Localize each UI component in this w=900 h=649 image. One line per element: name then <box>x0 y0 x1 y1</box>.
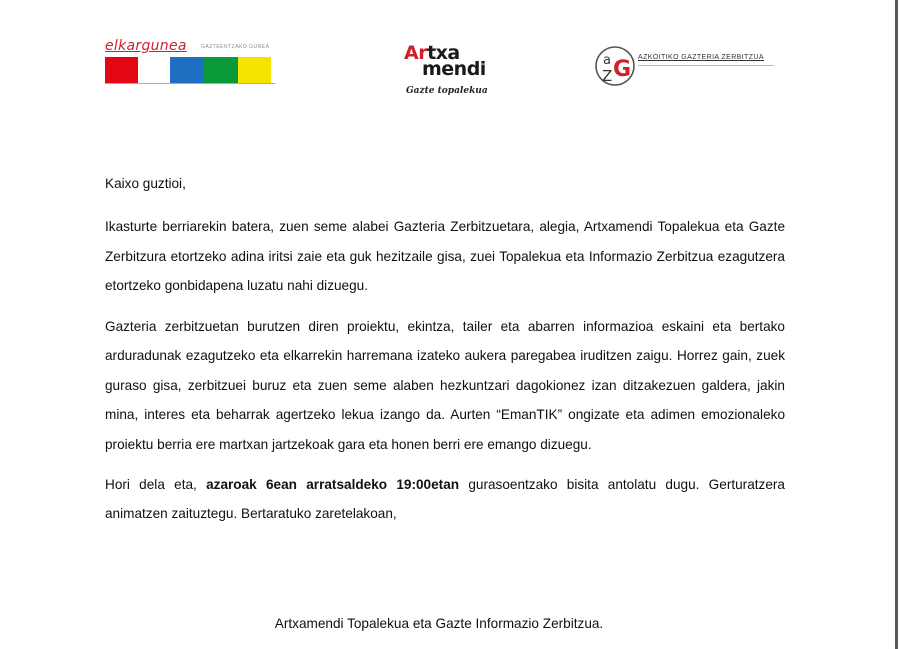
color-bar-red <box>105 57 138 83</box>
azg-title: AZKOITIKO GAZTERIA ZERBITZUA <box>638 54 764 61</box>
artxamendi-line2: mendi <box>422 58 486 80</box>
svg-text:G: G <box>613 57 632 82</box>
elkargunea-tagline: GAZTEENTZAKO GUNEA <box>201 44 270 50</box>
elkargunea-wordmark: elkargunea <box>105 38 187 54</box>
paragraph-3-intro: Hori dela eta, <box>105 477 207 492</box>
event-date: azaroak 6ean arratsaldeko 19:00etan <box>206 477 460 492</box>
greeting: Kaixo guztioi, <box>105 176 186 191</box>
letter-body <box>105 170 785 539</box>
color-bar-green <box>204 57 238 83</box>
paragraph-2: Gazteria zerbitzuetan burutzen diren proiektu, ekintza, tailer eta abarren informazioa eskaini eta bertako arduradunak ezagutzeko eta elkarrekin harremana izateko aukera paregabea iruditzen zaigu. Horrez gain, zuek guraso gisa, zerbitzuei buruz eta zuen seme alaben hezkuntzari dagokionez izan ditzakezuen galdera, jakin mina, interes eta beharrak agertzeko lekua izango da. Aurten “EmanTIK” ongizate eta adimen emozionaleko proiektu berria ere martxan jartzekoak gara eta honen berri ere emango dizuegu. <box>105 318 785 452</box>
color-bar-yellow <box>238 57 271 83</box>
color-bar-white <box>138 57 170 83</box>
artxamendi-ar: Ar <box>404 42 428 64</box>
paragraph-3 <box>105 470 785 528</box>
paragraph-3-rest: gurasoentzako bisita antolatu dugu. Gerturatzera animatzen zaituztegu. Bertaratuko zaretelakoan, <box>105 477 785 521</box>
svg-text:a: a <box>603 53 611 68</box>
scrollbar[interactable] <box>895 0 898 649</box>
color-bar-blue <box>170 57 204 83</box>
artxamendi-txa: txa <box>427 42 460 64</box>
elkargunea-logo <box>105 38 275 90</box>
azg-logo <box>594 45 794 87</box>
elkargunea-underline <box>105 83 275 89</box>
artxamendi-logo <box>396 44 492 104</box>
paragraph-1: Ikasturte berriarekin batera, zuen seme alabei Gazteria Zerbitzuetara, alegia, Artxamendi Topalekua eta Gazte Zerbitzura etortzeko adina iritsi zaie eta guk hezitzaile gisa, zuei Topalekua eta Informazio Zerbitzua ezagutzera etortzeko gonbidapena luzatu nahi dizuegu. <box>105 219 785 293</box>
elkargunea-color-bars <box>105 57 271 83</box>
svg-text:Z: Z <box>602 67 613 85</box>
azg-subline <box>638 65 774 66</box>
signature: Artxamendi Topalekua eta Gazte Informazio Zerbitzua. <box>274 616 604 631</box>
artxamendi-subtitle: Gazte topalekua <box>406 86 488 96</box>
azg-emblem <box>594 45 636 87</box>
